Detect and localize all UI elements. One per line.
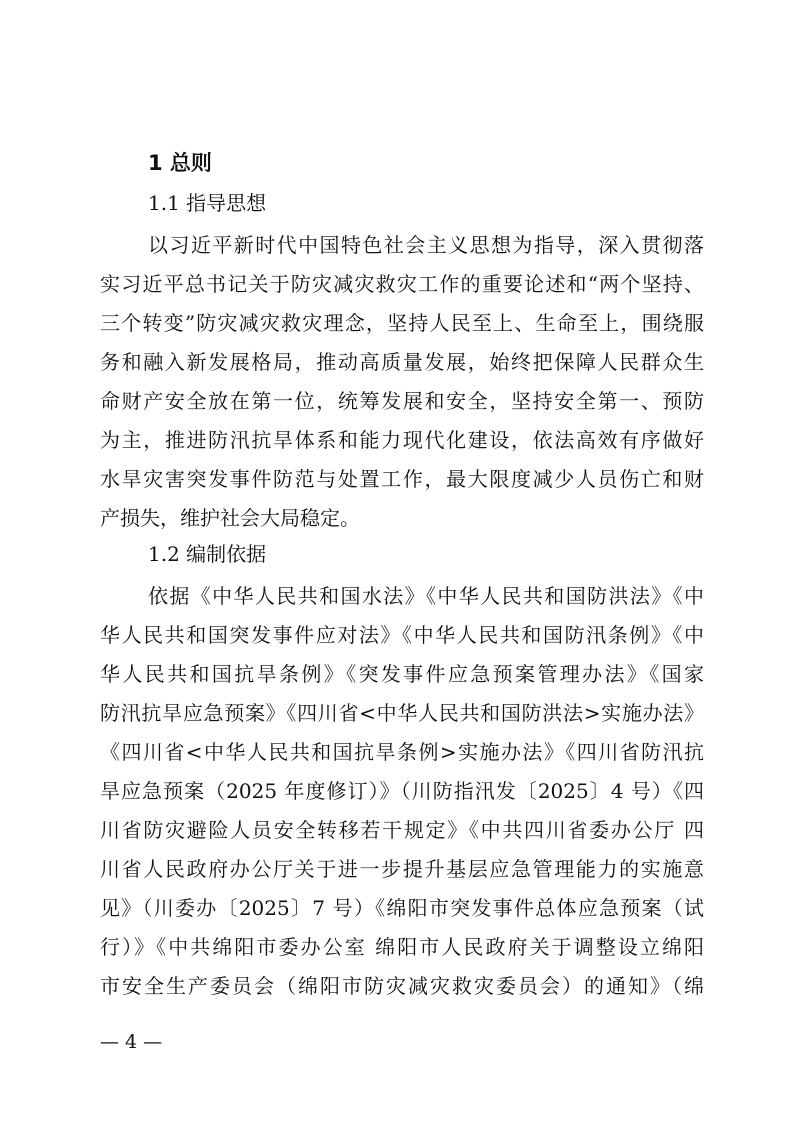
text-line: 旱应急预案（2025 年度修订）》（川防指汛发〔2025〕4 号）《四 bbox=[100, 779, 704, 803]
text-line: 实习近平总书记关于防灾减灾救灾工作的重要论述和“两个坚持、 bbox=[100, 272, 704, 296]
section-title-guiding-ideology: 1.1 指导思想 bbox=[148, 191, 267, 215]
chapter-heading: 1 总则 bbox=[148, 151, 212, 175]
text-line: 华人民共和国抗旱条例》《突发事件应急预案管理办法》《国家 bbox=[100, 662, 704, 686]
paragraph-compilation-basis bbox=[100, 577, 704, 1006]
text-line: 三个转变”防灾减灾救灾理念，坚持人民至上、生命至上，围绕服 bbox=[100, 311, 704, 335]
text-line: 行）》《中共绵阳市委办公室 绵阳市人民政府关于调整设立绵阳 bbox=[100, 935, 704, 959]
text-line: 水旱灾害突发事件防范与处置工作，最大限度减少人员伤亡和财 bbox=[100, 467, 704, 491]
text-line: 川省防灾避险人员安全转移若干规定》《中共四川省委办公厅 四 bbox=[100, 818, 704, 842]
text-line: 见》（川委办〔2025〕7 号）《绵阳市突发事件总体应急预案（试 bbox=[100, 896, 704, 920]
text-line: 依据《中华人民共和国水法》《中华人民共和国防洪法》《中 bbox=[148, 584, 704, 608]
text-line: 市安全生产委员会（绵阳市防灾减灾救灾委员会）的通知》（绵 bbox=[100, 974, 704, 998]
section-title-compilation-basis: 1.2 编制依据 bbox=[148, 542, 267, 566]
text-line: 防汛抗旱应急预案》《四川省<中华人民共和国防洪法>实施办法》 bbox=[100, 701, 704, 725]
text-line: 命财产安全放在第一位，统筹发展和安全，坚持安全第一、预防 bbox=[100, 389, 704, 413]
text-line: 《四川省<中华人民共和国抗旱条例>实施办法》《四川省防汛抗 bbox=[100, 740, 704, 764]
text-line: 务和融入新发展格局，推动高质量发展，始终把保障人民群众生 bbox=[100, 350, 704, 374]
page-number: — 4 — bbox=[100, 1031, 163, 1053]
text-line: 以习近平新时代中国特色社会主义思想为指导，深入贯彻落 bbox=[148, 233, 704, 257]
paragraph-guiding-ideology bbox=[100, 226, 704, 538]
text-line: 为主，推进防汛抗旱体系和能力现代化建设，依法高效有序做好 bbox=[100, 428, 704, 452]
text-line: 产损失，维护社会大局稳定。 bbox=[100, 506, 360, 530]
text-line: 川省人民政府办公厅关于进一步提升基层应急管理能力的实施意 bbox=[100, 857, 704, 881]
text-line: 华人民共和国突发事件应对法》《中华人民共和国防汛条例》《中 bbox=[100, 623, 704, 647]
